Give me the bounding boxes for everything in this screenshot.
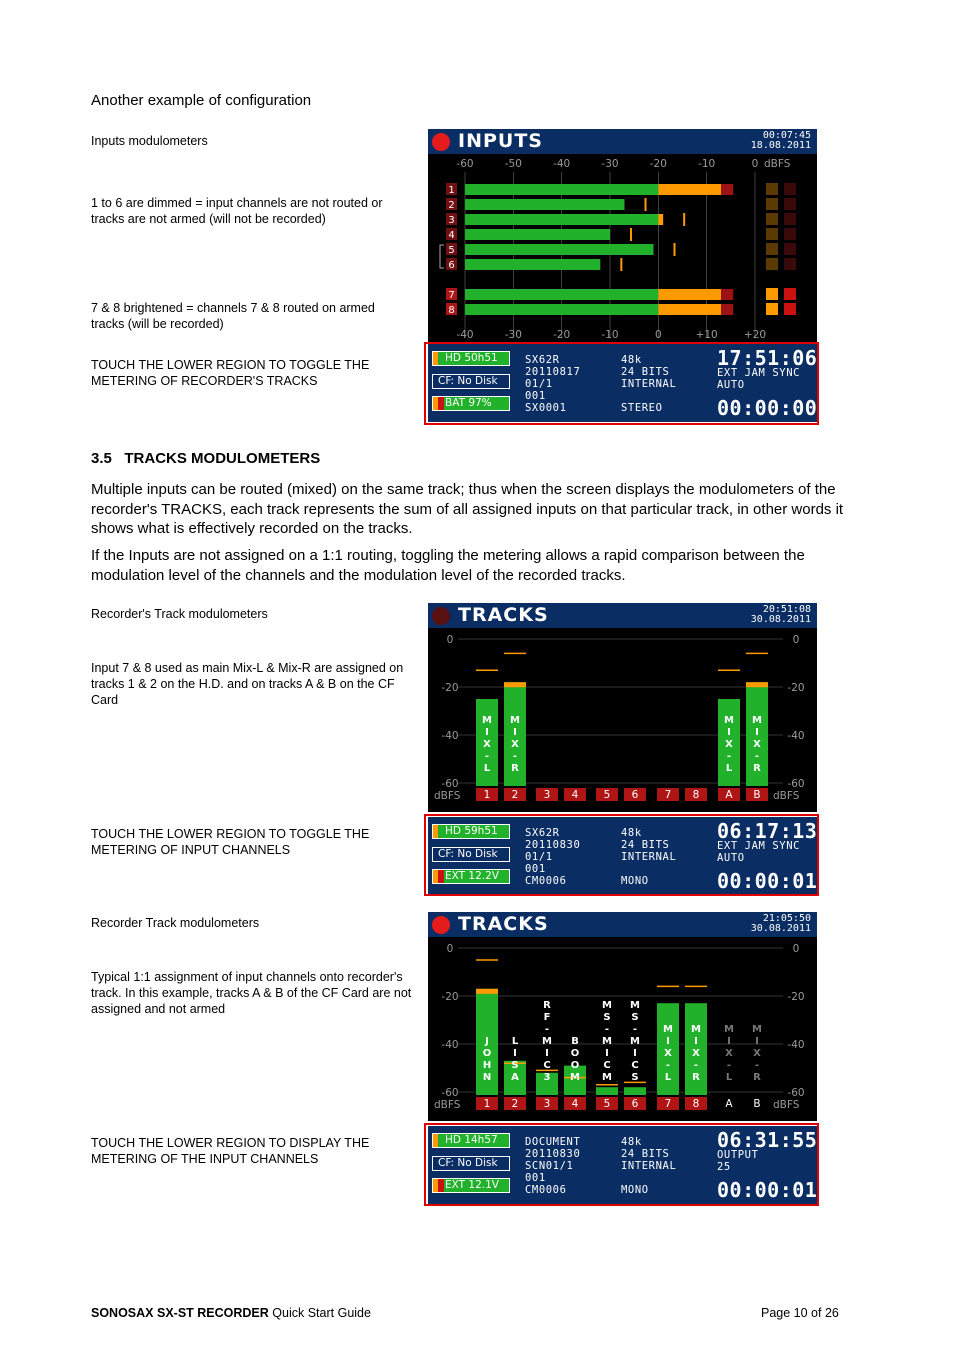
- track-number: 7: [664, 789, 672, 801]
- track-name-char: X: [664, 1048, 672, 1059]
- track-number: 3: [543, 789, 551, 801]
- overview-indicator-right: [784, 183, 796, 195]
- track-name-char: L: [511, 1036, 519, 1047]
- track-name-char: R: [753, 1072, 761, 1083]
- inputs-screen: [428, 129, 817, 342]
- track-name-char: I: [485, 727, 489, 738]
- tracks2-title-bar: [428, 912, 817, 937]
- brightened-note: 7 & 8 brightened = channels 7 & 8 routed on armed tracks (will be recorded): [91, 301, 375, 331]
- track-name-char: C: [631, 1060, 639, 1071]
- track-name-char: A: [511, 1072, 519, 1083]
- scale-right: -40: [787, 1039, 805, 1051]
- bottom-scale-tick: -10: [601, 329, 619, 341]
- hd-badge: HD 14h57: [432, 1133, 510, 1148]
- track-name-char: I: [633, 1048, 637, 1059]
- track-name-char: I: [727, 1036, 731, 1047]
- track-name-char: B: [571, 1036, 579, 1047]
- peak-marker: [674, 243, 676, 256]
- track-level-bar: [624, 1087, 646, 1095]
- top-scale-tick: -60: [456, 158, 474, 170]
- level-bar-red: [721, 289, 733, 300]
- track-name-char: O: [570, 1060, 580, 1071]
- record-indicator-icon: [432, 916, 450, 934]
- track-name-char: S: [511, 1060, 519, 1071]
- bottom-scale-tick: 0: [654, 329, 662, 341]
- footer-brand: SONOSAX SX-ST RECORDER: [91, 1306, 269, 1320]
- track-name-char: -: [754, 1060, 760, 1071]
- scale-left: 0: [446, 634, 454, 646]
- format-info: 48k 24 BITS INTERNAL MONO: [621, 1136, 677, 1196]
- track-number: 4: [571, 789, 579, 801]
- config-heading: Another example of configuration: [91, 92, 312, 109]
- track-name-char: I: [694, 1036, 698, 1047]
- project-info: DOCUMENT 20110830 SCN01/1 001 CM0006: [525, 1136, 581, 1196]
- track-name-char: M: [602, 1036, 612, 1047]
- track-name-char: M: [724, 715, 734, 726]
- clock-time: 00:07:45: [762, 130, 811, 141]
- external-power-badge: EXT 12.1V: [432, 1178, 510, 1193]
- track-name-char: M: [542, 1036, 552, 1047]
- track-name-char: -: [484, 751, 490, 762]
- scale-left: -20: [441, 991, 459, 1003]
- cf-badge: CF: No Disk: [432, 847, 510, 862]
- track-name-char: X: [753, 1048, 761, 1059]
- track-name-char: -: [693, 1060, 699, 1071]
- track-level-orange-cap: [504, 682, 526, 687]
- track-name-char: L: [664, 1072, 672, 1083]
- level-bar-green: [465, 199, 625, 210]
- inputs-meter-chart: [428, 154, 817, 342]
- overview-indicator-left: [766, 243, 778, 255]
- footer-left: [91, 1306, 371, 1320]
- clock: [751, 605, 811, 625]
- track-number: A: [725, 789, 733, 801]
- track-number: 5: [603, 1098, 611, 1110]
- track-name-char: 3: [543, 1072, 551, 1083]
- channel-number: 7: [448, 290, 455, 301]
- bottom-scale-tick: +10: [695, 329, 718, 341]
- clock-date: 30.08.2011: [750, 923, 811, 934]
- top-scale-tick: 0: [751, 158, 759, 170]
- project-info: SX62R 20110817 01/1 001 SX0001: [525, 354, 581, 414]
- toggle-inputs-note: TOUCH THE LOWER REGION TO TOGGLE THE METERING OF INPUT CHANNELS: [91, 827, 370, 857]
- track-name-char: L: [483, 763, 491, 774]
- format-info: 48k 24 BITS INTERNAL MONO: [621, 827, 677, 887]
- track-number: B: [753, 1098, 761, 1110]
- track-name-char: -: [632, 1024, 638, 1035]
- footer-guide: Quick Start Guide: [272, 1306, 371, 1320]
- unit-left: dBFS: [434, 1099, 461, 1111]
- touch-region-highlight: [424, 1123, 819, 1206]
- track-name-char: X: [511, 739, 519, 750]
- hd-badge: HD 50h51: [432, 351, 510, 366]
- track-number: A: [725, 1098, 733, 1110]
- timecode: 17:51:06: [717, 346, 818, 370]
- scale-right: -60: [787, 1087, 805, 1099]
- toggle-tracks-note: TOUCH THE LOWER REGION TO TOGGLE THE METERING OF RECORDER'S TRACKS: [91, 358, 370, 388]
- overview-indicator-left: [766, 258, 778, 270]
- level-bar-orange: [658, 214, 663, 225]
- top-scale-unit: dBFS: [764, 158, 791, 170]
- external-power-badge: EXT 12.2V: [432, 869, 510, 884]
- track-name-char: X: [692, 1048, 700, 1059]
- track-number: 6: [631, 1098, 639, 1110]
- track-level-orange-cap: [476, 989, 498, 994]
- elapsed-counter: 00:00:01: [717, 1178, 818, 1202]
- scale-left: -60: [441, 1087, 459, 1099]
- stereo-link-bracket: [440, 245, 444, 268]
- track-name-char: J: [485, 1036, 489, 1047]
- scale-right: 0: [792, 634, 800, 646]
- scale-right: -20: [787, 682, 805, 694]
- clock-date: 18.08.2011: [750, 140, 811, 151]
- unit-left: dBFS: [434, 790, 461, 802]
- track-name-char: L: [725, 1072, 733, 1083]
- level-bar-green: [465, 304, 658, 315]
- screen-title: TRACKS: [458, 913, 549, 935]
- screen-title: TRACKS: [458, 604, 549, 626]
- overview-indicator-right: [784, 303, 796, 315]
- tracks1-note: Input 7 & 8 used as main Mix-L & Mix-R are assigned on tracks 1 & 2 on the H.D. and on tracks A & B on the CF Card: [91, 661, 404, 707]
- section-title: TRACKS MODULOMETERS: [124, 450, 321, 467]
- section-number: 3.5: [91, 450, 112, 467]
- bottom-scale-tick: -20: [553, 329, 571, 341]
- elapsed-counter: 00:00:00: [717, 396, 818, 420]
- track-name-char: M: [510, 715, 520, 726]
- track-name-char: X: [483, 739, 491, 750]
- track-name-char: R: [692, 1072, 700, 1083]
- track-number: 3: [543, 1098, 551, 1110]
- timecode: 06:17:13: [717, 819, 818, 843]
- track-number: B: [753, 789, 761, 801]
- track-name-char: -: [604, 1024, 610, 1035]
- page-number: Page 10 of 26: [761, 1306, 839, 1320]
- track-name-char: I: [513, 1048, 517, 1059]
- tracks-screen-1: [428, 603, 817, 812]
- track-number: 1: [483, 1098, 491, 1110]
- overview-indicator-right: [784, 288, 796, 300]
- track-name-char: M: [630, 1036, 640, 1047]
- overview-indicator-right: [784, 213, 796, 225]
- overview-indicator-left: [766, 183, 778, 195]
- scale-left: -60: [441, 778, 459, 790]
- track-name-char: C: [603, 1060, 611, 1071]
- paragraph-1: Multiple inputs can be routed (mixed) on the same track; thus when the screen displays the modulometers of the recorder's TRACKS, each track represents the sum of all assigned inputs on that particular track, in other words it shows what is effectively recorded on the tracks.: [91, 481, 844, 537]
- track-name-char: M: [663, 1024, 673, 1035]
- track-name-char: M: [482, 715, 492, 726]
- track-number: 1: [483, 789, 491, 801]
- track-name-char: N: [482, 1072, 492, 1083]
- track-name-char: L: [725, 763, 733, 774]
- scale-right: -40: [787, 730, 805, 742]
- project-info: SX62R 20110830 01/1 001 CM0006: [525, 827, 581, 887]
- track-name-char: -: [726, 751, 732, 762]
- level-bar-red: [721, 304, 733, 315]
- timecode-mode: OUTPUT 25: [717, 1149, 759, 1173]
- track-name-char: R: [543, 1000, 551, 1011]
- track-name-char: -: [544, 1024, 550, 1035]
- track-name-char: X: [753, 739, 761, 750]
- track-name-char: X: [725, 1048, 733, 1059]
- tracks2-label: Recorder Track modulometers: [91, 916, 260, 930]
- peak-marker: [620, 258, 622, 271]
- channel-number: 6: [448, 260, 455, 271]
- track-name-char: F: [543, 1012, 551, 1023]
- tracks2-note: Typical 1:1 assignment of input channels onto recorder's track. In this example, tracks A & B of the CF Card are not assigned and not armed: [91, 970, 412, 1016]
- track-level-orange-cap: [746, 682, 768, 687]
- bottom-scale-tick: +20: [743, 329, 767, 341]
- level-bar-orange: [658, 184, 721, 195]
- track-name-char: I: [727, 727, 731, 738]
- channel-number: 2: [448, 200, 455, 211]
- track-name-char: M: [570, 1072, 580, 1083]
- track-name-char: -: [754, 751, 760, 762]
- touch-region-highlight: [424, 814, 819, 896]
- track-name-char: O: [570, 1048, 580, 1059]
- tracks1-label: Recorder's Track modulometers: [91, 607, 268, 621]
- channel-number: 5: [448, 245, 455, 256]
- track-name-char: S: [603, 1012, 611, 1023]
- scale-right: -20: [787, 991, 805, 1003]
- top-scale-tick: -30: [601, 158, 619, 170]
- level-bar-green: [465, 184, 658, 195]
- hd-badge: HD 59h51: [432, 824, 510, 839]
- tracks2-meter-chart: [428, 937, 817, 1121]
- track-name-char: R: [753, 763, 761, 774]
- track-name-char: -: [726, 1060, 732, 1071]
- track-name-char: C: [543, 1060, 551, 1071]
- top-scale-tick: -50: [504, 158, 522, 170]
- track-number: 2: [511, 1098, 519, 1110]
- track-name-char: M: [602, 1000, 612, 1011]
- overview-indicator-left: [766, 198, 778, 210]
- scale-left: -40: [441, 1039, 459, 1051]
- track-name-char: H: [482, 1060, 492, 1071]
- track-name-char: O: [482, 1048, 492, 1059]
- scale-left: -20: [441, 682, 459, 694]
- section-heading: [91, 450, 320, 467]
- battery-badge: BAT 97%: [432, 396, 510, 411]
- channel-number: 3: [448, 215, 455, 226]
- track-number: 4: [571, 1098, 579, 1110]
- overview-indicator-left: [766, 228, 778, 240]
- peak-marker: [645, 198, 647, 211]
- touch-region-highlight: [424, 342, 819, 425]
- channel-number: 8: [448, 305, 455, 316]
- top-scale-tick: -10: [698, 158, 716, 170]
- track-name-char: X: [725, 739, 733, 750]
- dimmed-note: 1 to 6 are dimmed = input channels are not routed or tracks are not armed (will not be recorded): [91, 196, 383, 226]
- bottom-scale-tick: -40: [456, 329, 474, 341]
- peak-marker: [630, 228, 632, 241]
- overview-indicator-right: [784, 258, 796, 270]
- channel-number: 4: [448, 230, 455, 241]
- track-name-char: -: [512, 751, 518, 762]
- track-name-char: -: [665, 1060, 671, 1071]
- track-name-char: I: [513, 727, 517, 738]
- scale-left: -40: [441, 730, 459, 742]
- track-name-char: I: [666, 1036, 670, 1047]
- clock-time: 20:51:08: [762, 604, 811, 615]
- top-scale-tick: -20: [649, 158, 667, 170]
- channel-number: 1: [448, 185, 455, 196]
- paragraph-2: If the Inputs are not assigned on a 1:1 routing, toggling the metering allows a rapid comparison between the modulation level of the channels and the modulation level of the recorded tracks.: [91, 547, 805, 584]
- track-name-char: M: [691, 1024, 701, 1035]
- level-bar-green: [465, 289, 658, 300]
- track-name-char: M: [630, 1000, 640, 1011]
- scale-left: 0: [446, 943, 454, 955]
- timecode-mode: EXT JAM SYNC AUTO: [717, 840, 801, 864]
- level-bar-green: [465, 214, 658, 225]
- scale-right: -60: [787, 778, 805, 790]
- overview-indicator-left: [766, 213, 778, 225]
- level-bar-red: [721, 184, 733, 195]
- overview-indicator-right: [784, 228, 796, 240]
- inputs-label: Inputs modulometers: [91, 134, 208, 148]
- top-scale-tick: -40: [553, 158, 571, 170]
- bottom-scale-tick: -30: [504, 329, 522, 341]
- inputs-title-bar: [428, 129, 817, 154]
- track-name-char: I: [545, 1048, 549, 1059]
- unit-right: dBFS: [773, 790, 800, 802]
- overview-indicator-left: [766, 288, 778, 300]
- level-bar-green: [465, 259, 600, 270]
- level-bar-orange: [658, 304, 721, 315]
- record-indicator-icon: [432, 133, 450, 151]
- track-name-char: R: [511, 763, 519, 774]
- screen-title: INPUTS: [458, 130, 543, 152]
- track-name-char: I: [755, 1036, 759, 1047]
- clock-time: 21:05:50: [762, 913, 811, 924]
- track-number: 8: [692, 789, 700, 801]
- level-bar-green: [465, 244, 654, 255]
- timecode-mode: EXT JAM SYNC AUTO: [717, 367, 801, 391]
- record-indicator-icon: [432, 607, 450, 625]
- track-number: 7: [664, 1098, 672, 1110]
- track-name-char: I: [755, 727, 759, 738]
- cf-badge: CF: No Disk: [432, 374, 510, 389]
- elapsed-counter: 00:00:01: [717, 869, 818, 893]
- track-number: 6: [631, 789, 639, 801]
- track-number: 2: [511, 789, 519, 801]
- clock: [751, 914, 811, 934]
- track-name-char: M: [724, 1024, 734, 1035]
- tracks1-title-bar: [428, 603, 817, 628]
- timecode: 06:31:55: [717, 1128, 818, 1152]
- unit-right: dBFS: [773, 1099, 800, 1111]
- level-bar-green: [465, 229, 610, 240]
- clock-date: 30.08.2011: [750, 614, 811, 625]
- overview-indicator-right: [784, 243, 796, 255]
- cf-badge: CF: No Disk: [432, 1156, 510, 1171]
- overview-indicator-right: [784, 198, 796, 210]
- scale-right: 0: [792, 943, 800, 955]
- track-name-char: S: [631, 1012, 639, 1023]
- track-name-char: M: [752, 715, 762, 726]
- track-level-bar: [596, 1087, 618, 1095]
- level-bar-orange: [658, 289, 721, 300]
- track-name-char: S: [631, 1072, 639, 1083]
- display-inputs-note: TOUCH THE LOWER REGION TO DISPLAY THE METERING OF THE INPUT CHANNELS: [91, 1136, 370, 1166]
- tracks-screen-2: [428, 912, 817, 1121]
- tracks1-meter-chart: [428, 628, 817, 812]
- track-name-char: M: [752, 1024, 762, 1035]
- peak-marker: [683, 213, 685, 226]
- track-number: 5: [603, 789, 611, 801]
- format-info: 48k 24 BITS INTERNAL STEREO: [621, 354, 677, 414]
- track-name-char: M: [602, 1072, 612, 1083]
- overview-indicator-left: [766, 303, 778, 315]
- track-number: 8: [692, 1098, 700, 1110]
- clock: [751, 131, 811, 151]
- track-name-char: I: [605, 1048, 609, 1059]
